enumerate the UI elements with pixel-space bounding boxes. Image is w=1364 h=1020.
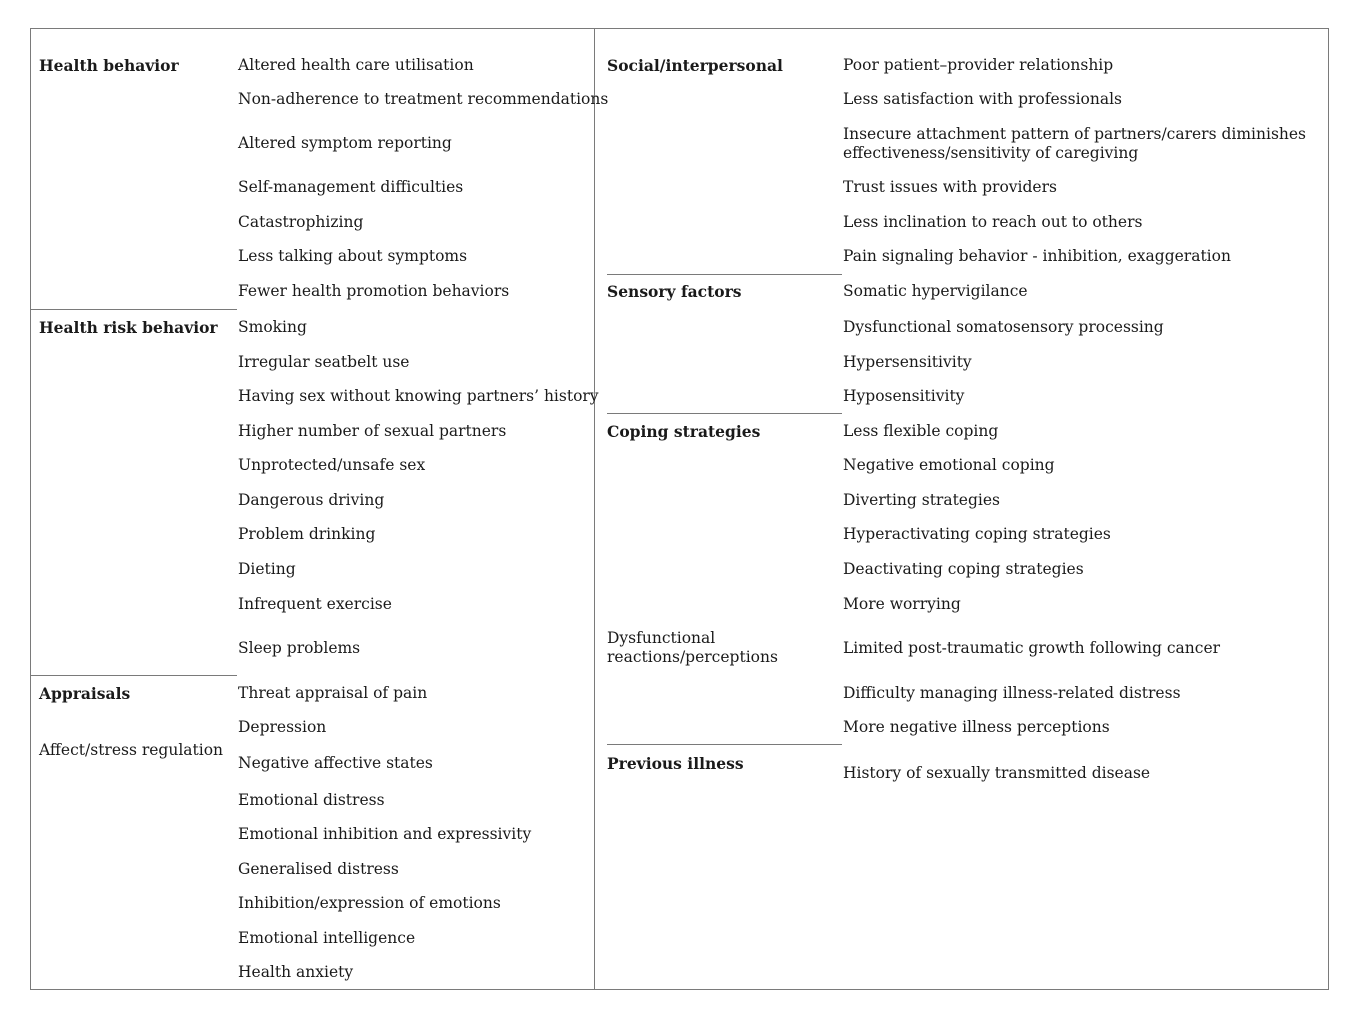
- category-health-risk-behavior: Health risk behavior: [39, 318, 218, 337]
- list-item: Self-management difficulties: [238, 178, 464, 196]
- category-affect-stress-regulation: Affect/stress regulation: [39, 741, 224, 759]
- list-item: Trust issues with providers: [843, 178, 1057, 196]
- category-appraisals: Appraisals: [39, 684, 131, 703]
- list-item: Less satisfaction with professionals: [843, 90, 1122, 108]
- list-item: Threat appraisal of pain: [238, 684, 428, 702]
- list-item: Catastrophizing: [238, 213, 364, 231]
- section-separator: [607, 274, 842, 275]
- section-separator: [31, 675, 237, 676]
- list-item: Non-adherence to treatment recommendations: [238, 90, 609, 108]
- section-separator: [31, 309, 237, 310]
- list-item: Hyperactivating coping strategies: [843, 525, 1111, 543]
- list-item: Less talking about symptoms: [238, 247, 468, 265]
- list-item: More negative illness perceptions: [843, 718, 1110, 736]
- list-item: Dysfunctional somatosensory processing: [843, 318, 1164, 336]
- list-item: Dangerous driving: [238, 491, 385, 509]
- list-item: Less inclination to reach out to others: [843, 213, 1143, 231]
- list-item: Irregular seatbelt use: [238, 353, 410, 371]
- list-item: effectiveness/sensitivity of caregiving: [843, 144, 1139, 162]
- list-item: Poor patient–provider relationship: [843, 56, 1114, 74]
- list-item: Generalised distress: [238, 860, 399, 878]
- category-coping-strategies: Coping strategies: [607, 422, 761, 441]
- category-sensory-factors: Sensory factors: [607, 282, 742, 301]
- list-item: Hypersensitivity: [843, 353, 972, 371]
- list-item: Deactivating coping strategies: [843, 560, 1084, 578]
- list-item: Emotional distress: [238, 791, 385, 809]
- list-item: Pain signaling behavior - inhibition, exaggeration: [843, 247, 1231, 265]
- list-item: Infrequent exercise: [238, 595, 392, 613]
- list-item: Fewer health promotion behaviors: [238, 282, 510, 300]
- list-item: Emotional inhibition and expressivity: [238, 825, 532, 843]
- list-item: Depression: [238, 718, 327, 736]
- list-item: Less flexible coping: [843, 422, 999, 440]
- list-item: Negative affective states: [238, 754, 433, 772]
- section-separator: [607, 413, 842, 414]
- list-item: Emotional intelligence: [238, 929, 416, 947]
- list-item: Sleep problems: [238, 639, 361, 657]
- list-item: More worrying: [843, 595, 961, 613]
- list-item: Somatic hypervigilance: [843, 282, 1028, 300]
- column-divider: [594, 28, 595, 990]
- list-item: Diverting strategies: [843, 491, 1000, 509]
- list-item: Health anxiety: [238, 963, 354, 981]
- list-item: Insecure attachment pattern of partners/carers diminishes: [843, 125, 1307, 143]
- list-item: Problem drinking: [238, 525, 376, 543]
- list-item: Difficulty managing illness-related distress: [843, 684, 1181, 702]
- list-item: Smoking: [238, 318, 307, 336]
- list-item: Negative emotional coping: [843, 456, 1055, 474]
- list-item: History of sexually transmitted disease: [843, 764, 1151, 782]
- list-item: Altered symptom reporting: [238, 134, 452, 152]
- category-social-interpersonal: Social/interpersonal: [607, 56, 783, 75]
- list-item: Higher number of sexual partners: [238, 422, 507, 440]
- section-separator: [237, 989, 594, 990]
- category-previous-illness: Previous illness: [607, 754, 744, 773]
- category-dysfunctional-line1: Dysfunctional: [607, 629, 716, 647]
- list-item: Having sex without knowing partners’ history: [238, 387, 599, 405]
- table-frame: [30, 28, 1329, 990]
- list-item: Unprotected/unsafe sex: [238, 456, 426, 474]
- category-health-behavior: Health behavior: [39, 56, 179, 75]
- list-item: Hyposensitivity: [843, 387, 965, 405]
- list-item: Inhibition/expression of emotions: [238, 894, 501, 912]
- section-separator: [607, 744, 842, 745]
- list-item: Limited post-traumatic growth following cancer: [843, 639, 1221, 657]
- list-item: Altered health care utilisation: [238, 56, 474, 74]
- category-dysfunctional-line2: reactions/perceptions: [607, 648, 778, 666]
- list-item: Dieting: [238, 560, 296, 578]
